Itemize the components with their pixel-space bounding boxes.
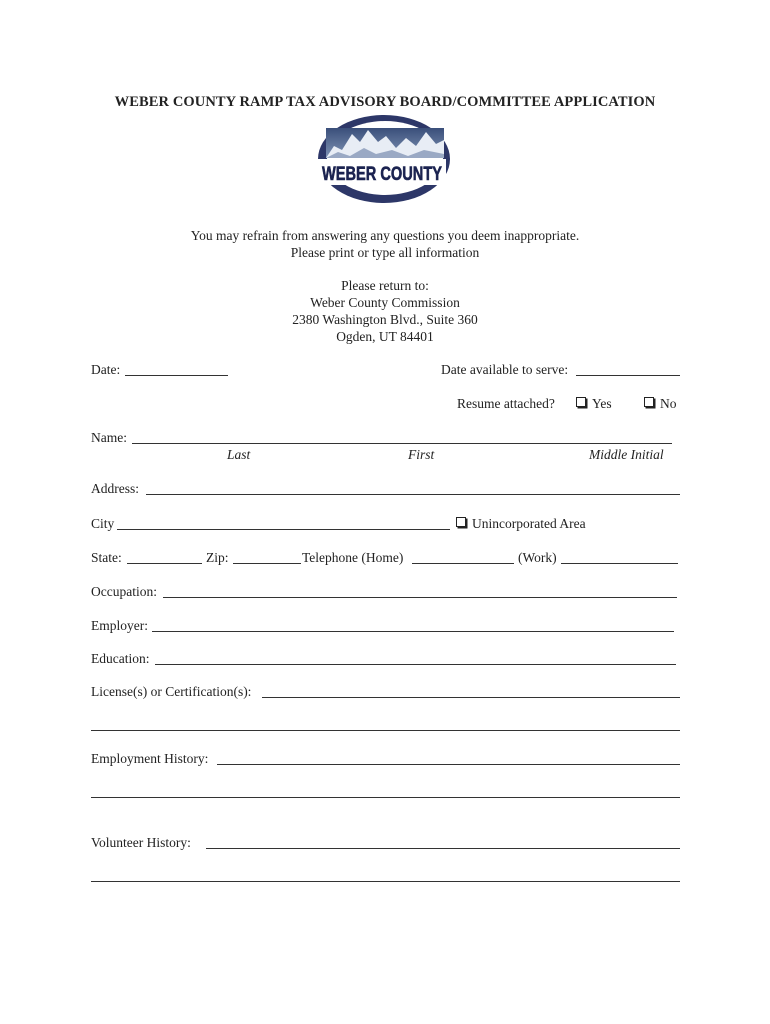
name-middle-caption: Middle Initial: [589, 447, 664, 462]
license-label: License(s) or Certification(s):: [91, 684, 252, 699]
return-org: Weber County Commission: [310, 295, 460, 310]
telephone-home-field[interactable]: [412, 563, 514, 564]
telephone-home-label: Telephone (Home): [302, 550, 404, 565]
intro-line-2: Please print or type all information: [290, 245, 480, 260]
date-available-label: Date available to serve:: [441, 362, 569, 377]
zip-field[interactable]: [233, 563, 301, 564]
weber-county-logo-icon: [312, 112, 454, 204]
state-field[interactable]: [127, 563, 202, 564]
employer-field[interactable]: [152, 631, 674, 632]
address-label: Address:: [91, 481, 139, 496]
unincorporated-checkbox[interactable]: [456, 517, 466, 527]
employment-history-field-line-2[interactable]: [91, 797, 680, 798]
occupation-label: Occupation:: [91, 584, 157, 599]
employment-history-label: Employment History:: [91, 751, 209, 766]
resume-yes-label: Yes: [592, 396, 612, 411]
resume-no-option[interactable]: [644, 396, 677, 412]
occupation-field[interactable]: [163, 597, 677, 598]
education-field[interactable]: [155, 664, 676, 665]
return-street: 2380 Washington Blvd., Suite 360: [292, 312, 478, 327]
volunteer-history-field-line-2[interactable]: [91, 881, 680, 882]
name-field[interactable]: [132, 443, 672, 444]
name-label: Name:: [91, 430, 127, 445]
city-field[interactable]: [117, 529, 450, 530]
employment-history-field[interactable]: [217, 764, 680, 765]
city-label: City: [91, 516, 115, 531]
resume-yes-option[interactable]: [576, 396, 612, 412]
education-label: Education:: [91, 651, 150, 666]
return-city: Ogden, UT 84401: [336, 329, 434, 344]
return-heading: Please return to:: [341, 278, 429, 293]
telephone-work-field[interactable]: [561, 563, 678, 564]
employer-label: Employer:: [91, 618, 148, 633]
logo-text: WEBER COUNTY: [322, 164, 443, 185]
resume-no-label: No: [660, 396, 677, 411]
resume-no-checkbox[interactable]: [644, 397, 654, 407]
telephone-work-label: (Work): [518, 550, 557, 565]
unincorporated-option[interactable]: [456, 516, 586, 532]
volunteer-history-label: Volunteer History:: [91, 835, 191, 850]
intro-line-1: You may refrain from answering any questions you deem inappropriate.: [190, 228, 580, 243]
date-field[interactable]: [125, 375, 228, 376]
resume-yes-checkbox[interactable]: [576, 397, 586, 407]
license-field[interactable]: [262, 697, 680, 698]
zip-label: Zip:: [206, 550, 229, 565]
date-label: Date:: [91, 362, 121, 377]
date-available-field[interactable]: [576, 375, 680, 376]
resume-label: Resume attached?: [457, 396, 555, 411]
name-first-caption: First: [408, 447, 435, 462]
license-field-line-2[interactable]: [91, 730, 680, 731]
volunteer-history-field[interactable]: [206, 848, 680, 849]
name-last-caption: Last: [227, 447, 251, 462]
state-label: State:: [91, 550, 122, 565]
unincorporated-label: Unincorporated Area: [472, 516, 586, 531]
form-title: WEBER COUNTY RAMP TAX ADVISORY BOARD/COMMITTEE APPLICATION: [114, 94, 656, 110]
address-field[interactable]: [146, 494, 680, 495]
